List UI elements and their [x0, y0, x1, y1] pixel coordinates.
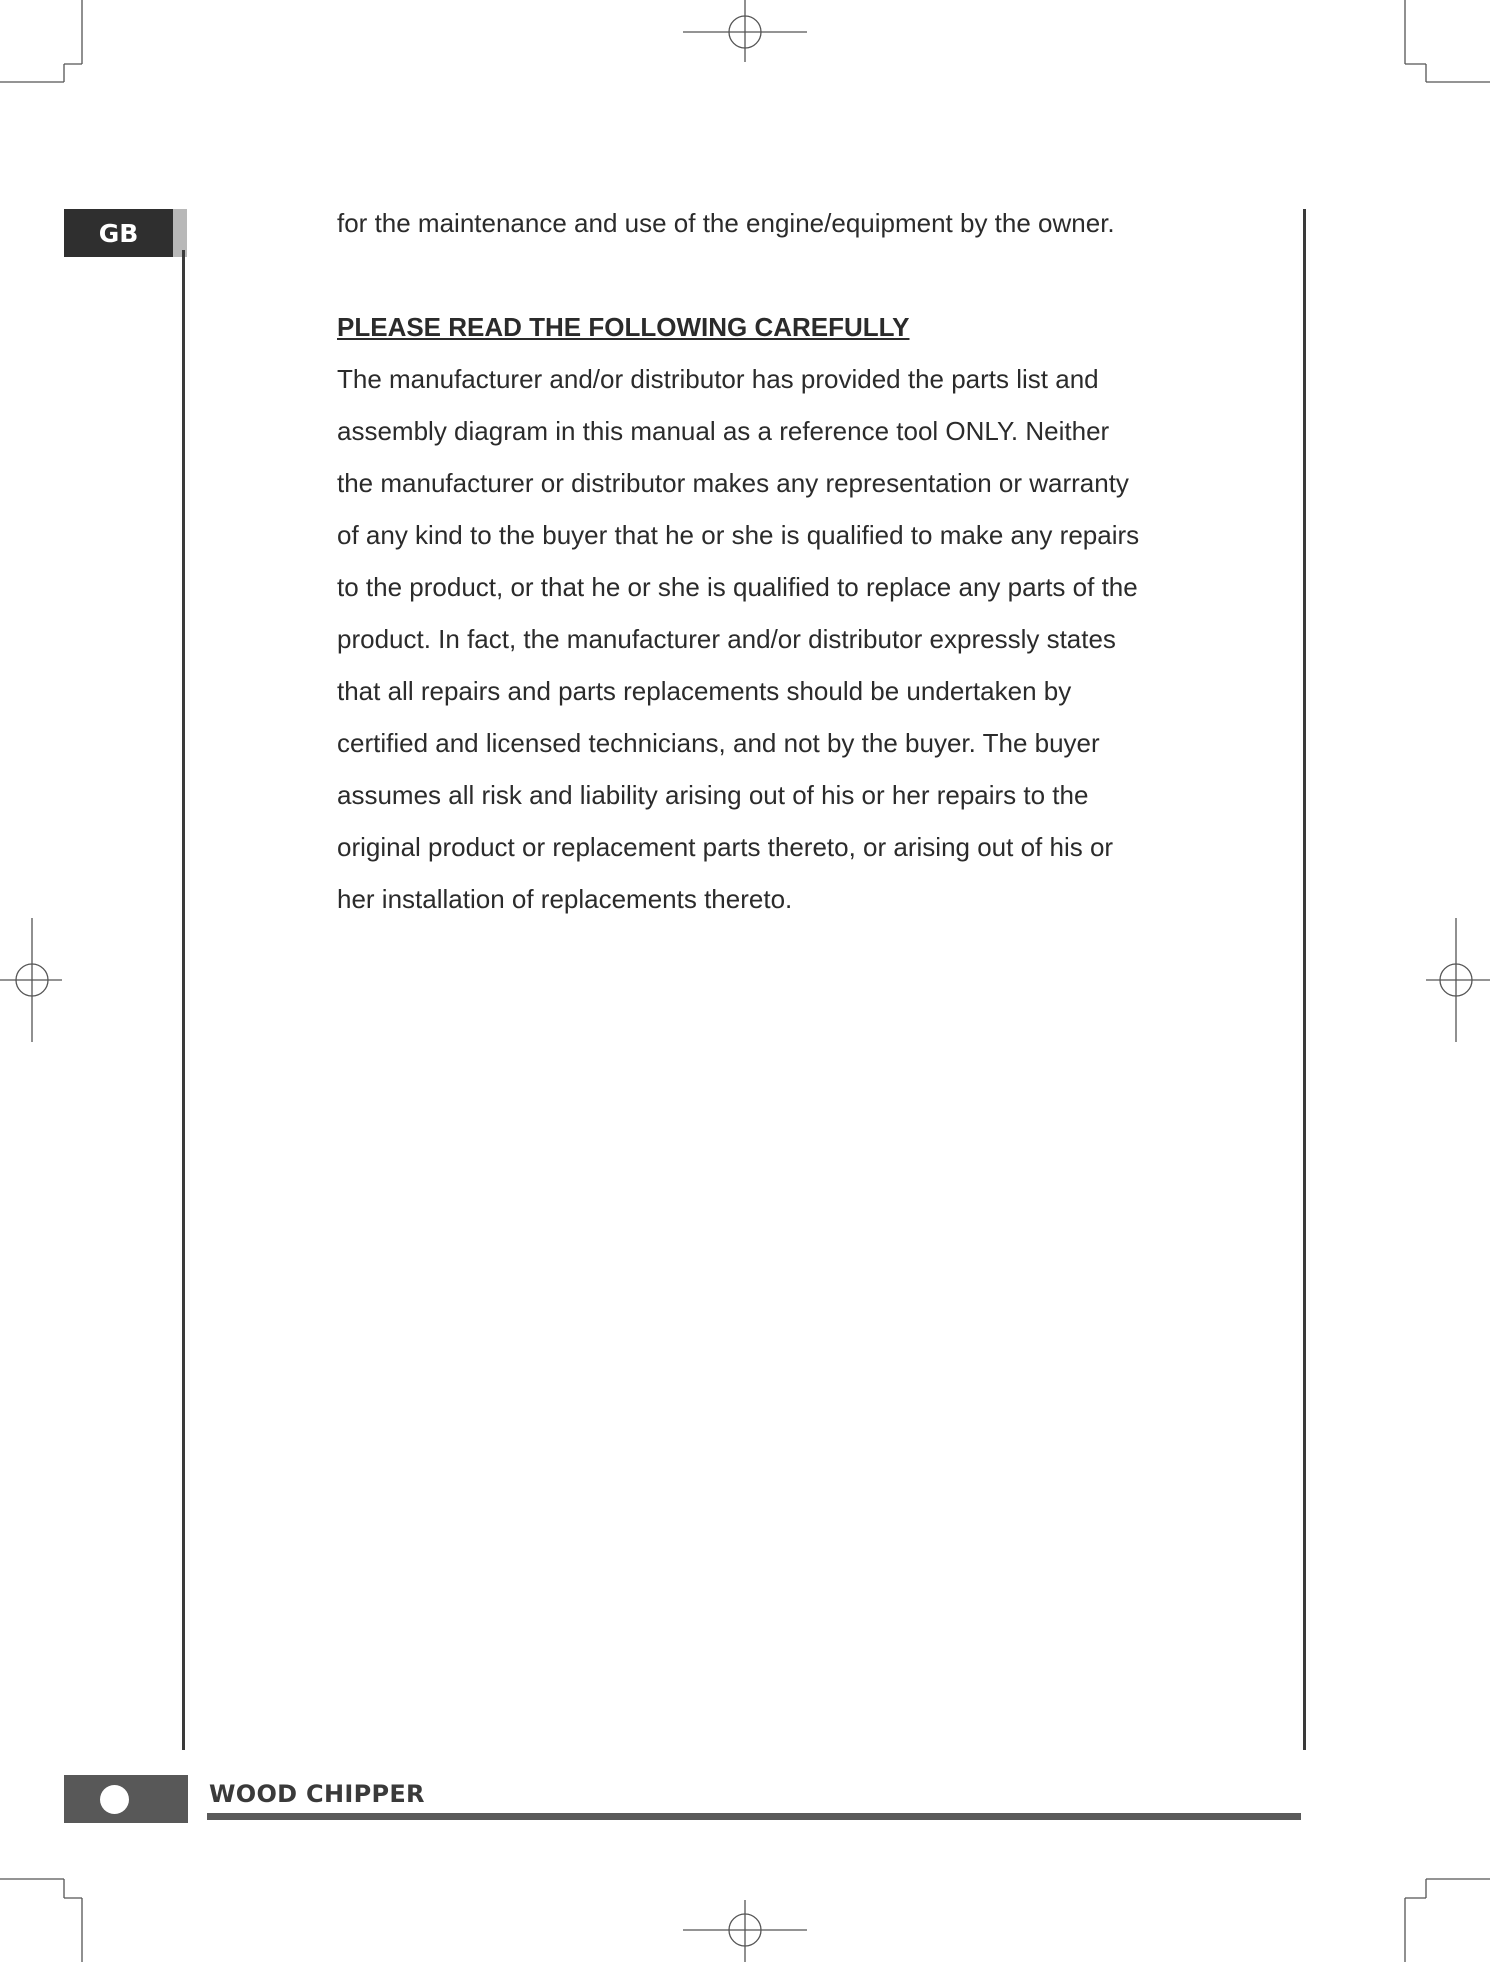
left-margin-rule — [182, 250, 185, 1750]
body-line: assembly diagram in this manual as a reference tool ONLY. Neither — [337, 416, 1110, 446]
page-number-dot — [100, 1785, 129, 1814]
body-line: product. In fact, the manufacturer and/or distributor expressly states — [337, 624, 1116, 654]
footer-rule — [207, 1813, 1301, 1820]
section-heading: PLEASE READ THE FOLLOWING CAREFULLY — [337, 312, 910, 342]
footer-title: WOOD CHIPPER — [209, 1780, 425, 1808]
body-line: to the product, or that he or she is qualified to replace any parts of the — [337, 572, 1138, 602]
body-line: assumes all risk and liability arising out of his or her repairs to the — [337, 780, 1089, 810]
body-line: of any kind to the buyer that he or she is qualified to make any repairs — [337, 520, 1140, 550]
language-tab: GB — [64, 209, 173, 257]
body-line: certified and licensed technicians, and not by the buyer. The buyer — [337, 728, 1100, 758]
body-line: The manufacturer and/or distributor has provided the parts list and — [337, 364, 1099, 394]
paragraph-gap — [337, 249, 1237, 301]
page-content — [337, 197, 1237, 925]
body-line: original product or replacement parts thereto, or arising out of his or — [337, 832, 1114, 862]
body-line: the manufacturer or distributor makes any representation or warranty — [337, 468, 1129, 498]
intro-line: for the maintenance and use of the engine/equipment by the owner. — [337, 208, 1115, 238]
body-line: her installation of replacements thereto. — [337, 884, 793, 914]
body-line: that all repairs and parts replacements should be undertaken by — [337, 676, 1072, 706]
right-margin-rule — [1303, 209, 1306, 1750]
